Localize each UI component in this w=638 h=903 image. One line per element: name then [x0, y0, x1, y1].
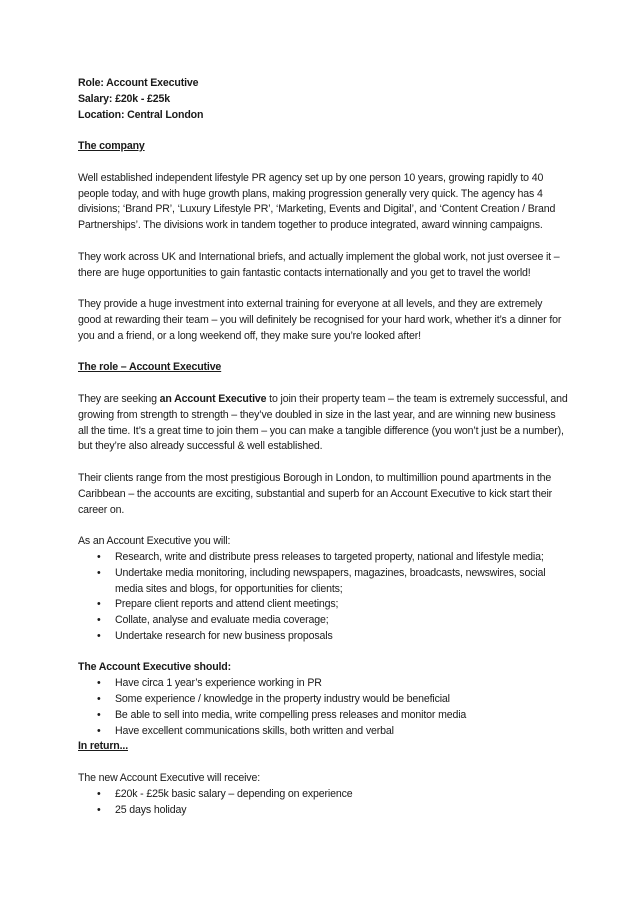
should-heading: The Account Executive should:: [78, 661, 232, 674]
return-heading: In return...: [78, 740, 128, 753]
role-p1-bold: an Account Executive: [159, 392, 267, 405]
role-p1-post: to join their property team – the team is extremely successful, and growing from strength to strength – they’ve doubled in size in the last year, and are winning new business all the time. It’s a great time to join them – you can make a tangible difference (you won’t just be a number), but they’re also already successful & well established.: [78, 392, 568, 453]
list-item: • Have excellent communications skills, both written and verbal: [78, 724, 568, 740]
role-paragraph-2: Their clients range from the most prestigious Borough in London, to multimillion pound apartments in the Caribbean – the accounts are exciting, substantial and superb for an Account Executive to kick start their career on.: [78, 471, 553, 516]
list-item: • Research, write and distribute press releases to targeted property, national and lifestyle media;: [78, 550, 568, 566]
list-item: • Undertake research for new business proposals: [78, 629, 568, 645]
company-paragraph-2: They work across UK and International briefs, and actually implement the global work, not just oversee it – there are huge opportunities to gain fantastic contacts internationally and you get to travel the world!: [78, 250, 560, 279]
duties-intro: As an Account Executive you will:: [78, 535, 231, 548]
company-heading: The company: [78, 140, 145, 153]
role-paragraph-1: [78, 392, 568, 455]
list-item: • Prepare client reports and attend client meetings;: [78, 597, 568, 613]
list-item: • 25 days holiday: [78, 803, 568, 819]
should-list: [78, 676, 568, 739]
list-item: • Some experience / knowledge in the property industry would be beneficial: [78, 692, 568, 708]
list-item: • Undertake media monitoring, including newspapers, magazines, broadcasts, newswires, social media sites and blogs, for opportunities for clients;: [78, 566, 568, 598]
location-line: Location: Central London: [78, 108, 204, 121]
list-item: • Be able to sell into media, write compelling press releases and monitor media: [78, 708, 568, 724]
document-page: [78, 76, 568, 818]
return-intro: The new Account Executive will receive:: [78, 772, 260, 785]
list-item: • £20k - £25k basic salary – depending on experience: [78, 787, 568, 803]
return-list: [78, 787, 568, 819]
list-item: • Have circa 1 year’s experience working in PR: [78, 676, 568, 692]
company-paragraph-1: Well established independent lifestyle PR agency set up by one person 10 years, growing rapidly to 40 people today, and with huge growth plans, making progression generally very quick. The agency has 4 divisions; ‘Brand PR’, ‘Luxury Lifestyle PR’, ‘Marketing, Events and Digital’, and ‘Content Creation / Brand Partnerships’. The divisions work in tandem together to produce integrated, award winning campaigns.: [78, 171, 556, 232]
salary-line: Salary: £20k - £25k: [78, 92, 170, 105]
duties-list: [78, 550, 568, 645]
role-line: Role: Account Executive: [78, 77, 199, 89]
role-p1-pre: They are seeking: [78, 392, 160, 405]
list-item: • Collate, analyse and evaluate media coverage;: [78, 613, 568, 629]
role-heading: The role – Account Executive: [78, 361, 222, 374]
company-paragraph-3: They provide a huge investment into external training for everyone at all levels, and they are extremely good at rewarding their team – you will definitely be recognised for your hard work, whether it’s a dinner for you and a friend, or a long weekend off, they make sure you’re looked after!: [78, 298, 562, 342]
